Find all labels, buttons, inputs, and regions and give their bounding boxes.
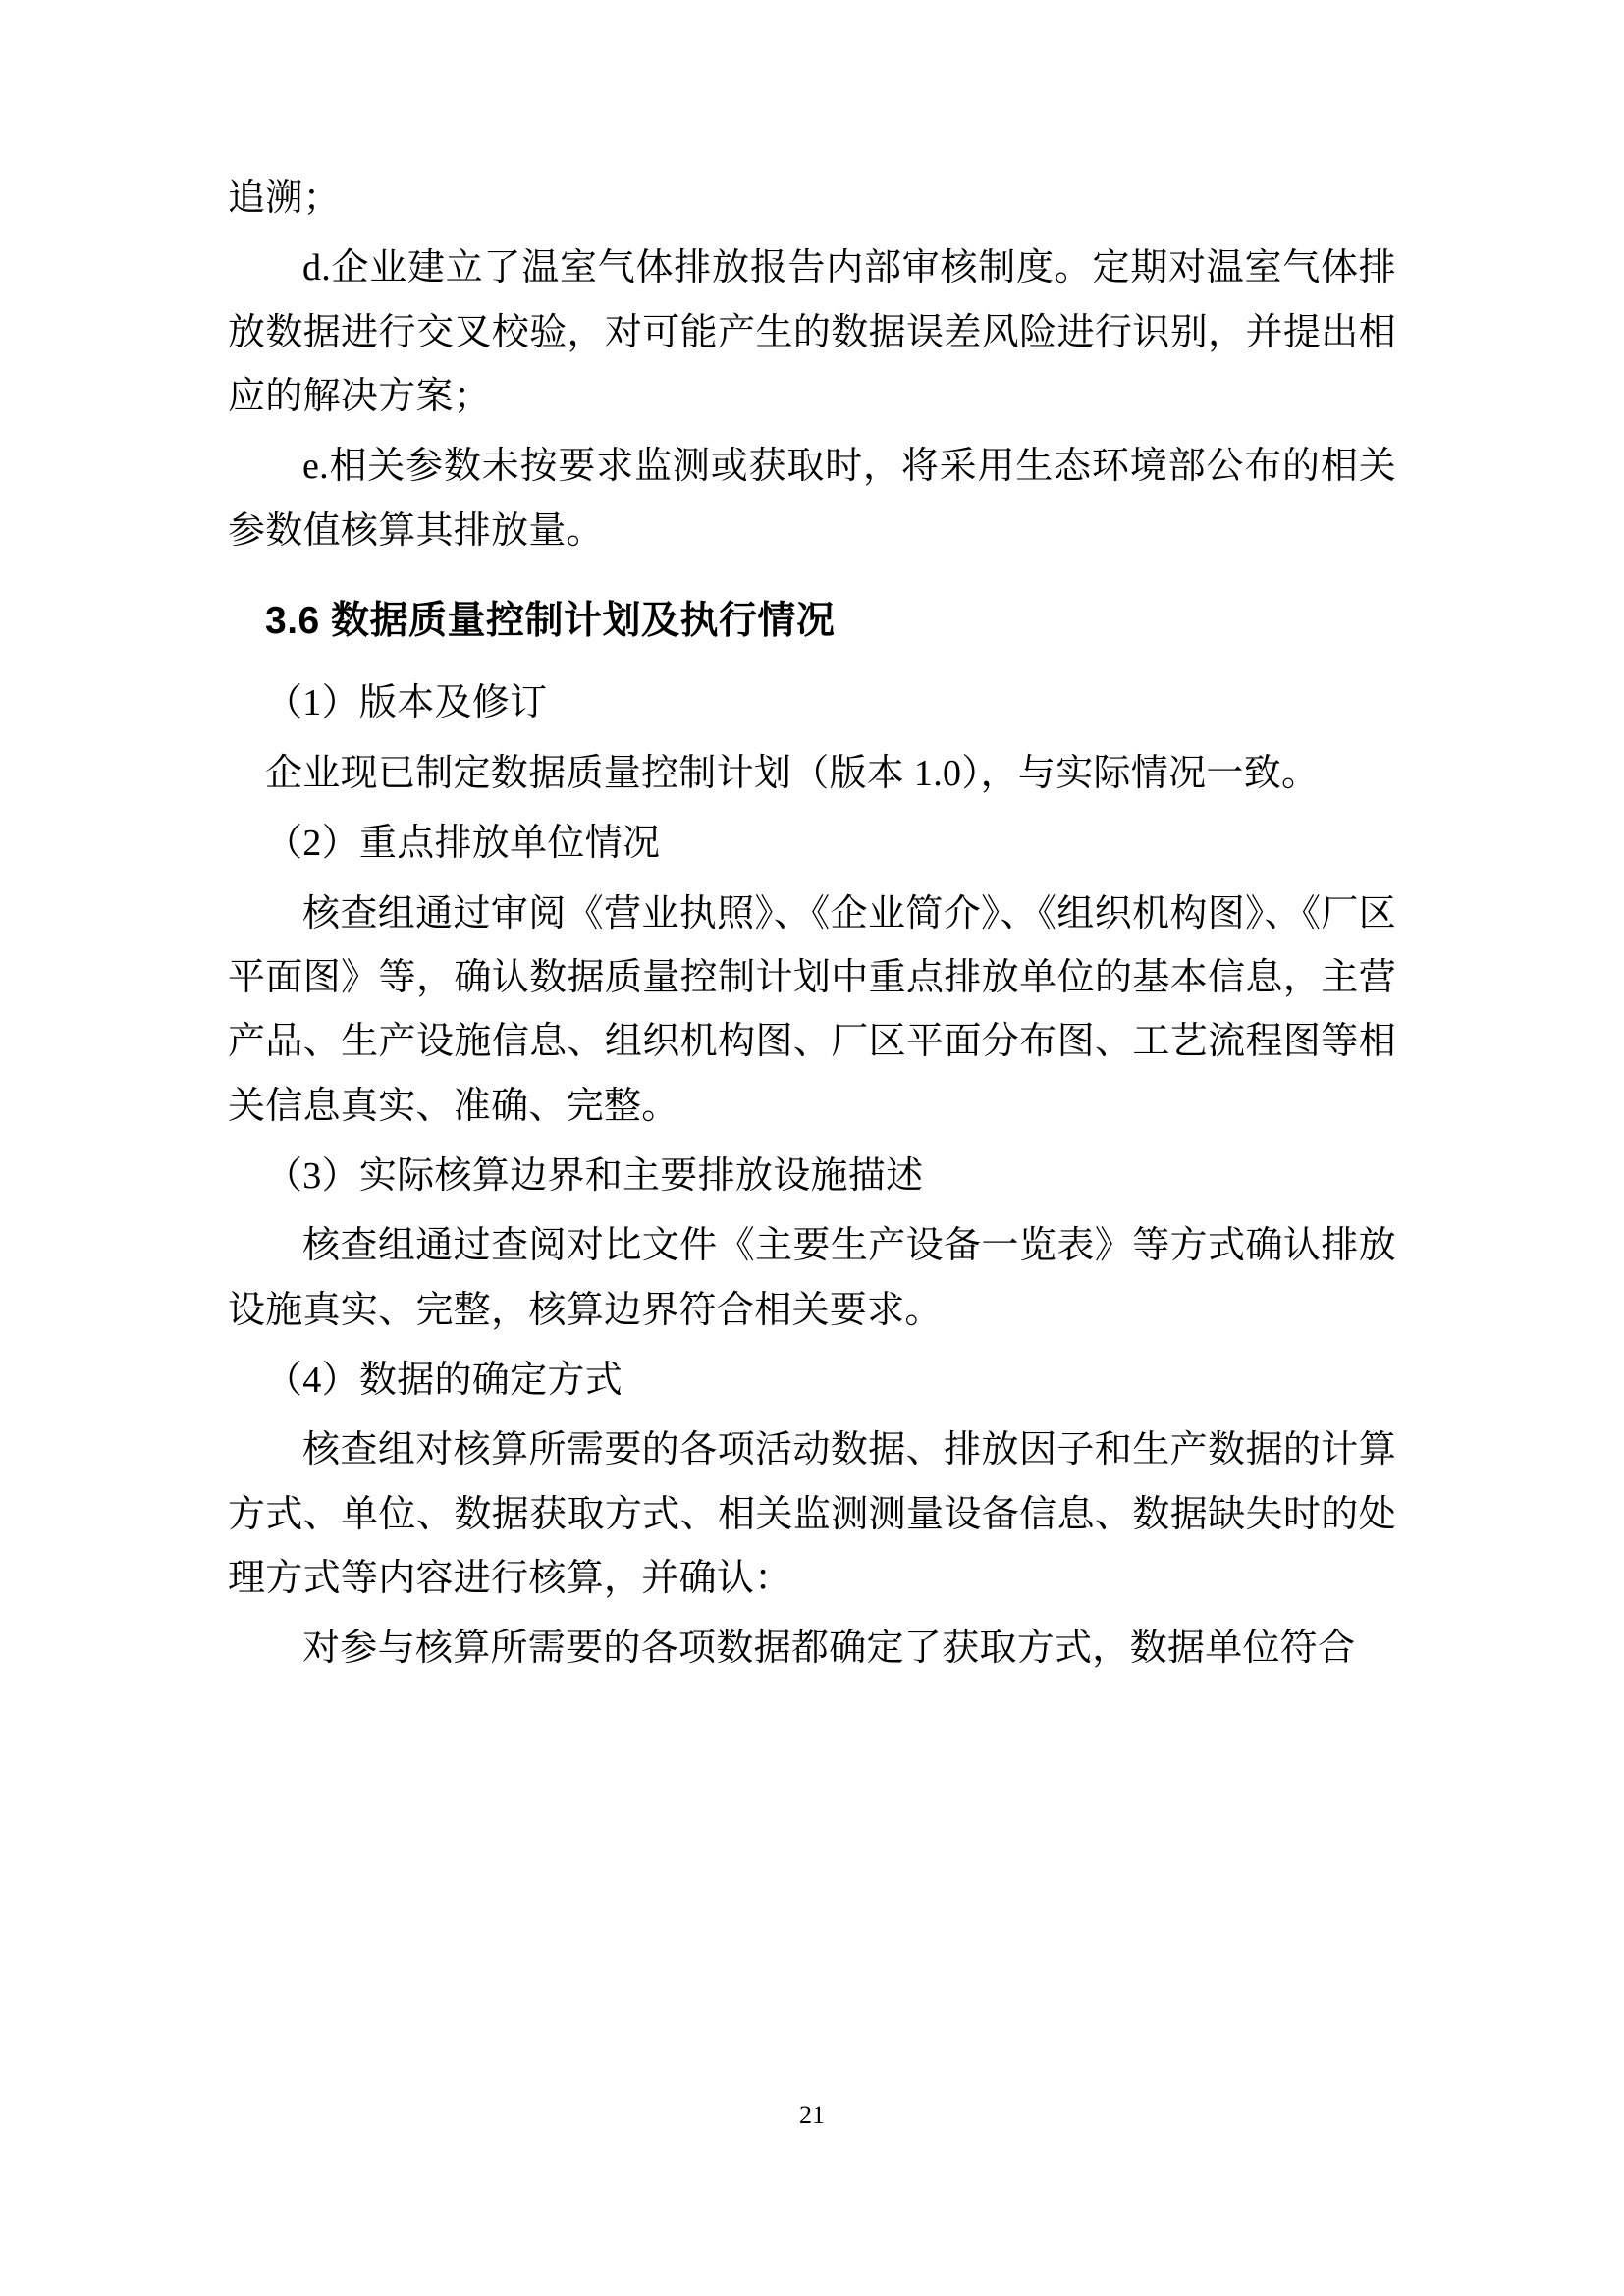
subsection-2-body: 核查组通过审阅《营业执照》、《企业简介》、《组织机构图》、《厂区平面图》等，确认数据质量控制计划中重点排放单位的基本信息，主营产品、生产设施信息、组织机构图、厂区平面分布图、工艺流程图等相关信息真实、准确、完整。: [228, 892, 1396, 1127]
paragraph-continuation: 追溯；: [228, 178, 341, 219]
subsection-2-title: （2）重点排放单位情况: [265, 823, 661, 865]
paragraph-trailing: 对参与核算所需要的各项数据都确定了获取方式，数据单位符合: [302, 1628, 1356, 1670]
paragraph-item-e: e.相关参数未按要求监测或获取时，将采用生态环境部公布的相关参数值核算其排放量。: [228, 446, 1396, 552]
subsection-3-body: 核查组通过查阅对比文件《主要生产设备一览表》等方式确认排放设施真实、完整，核算边界符合相关要求。: [228, 1225, 1396, 1331]
page-body: [228, 167, 1396, 1687]
subsection-1-body: 企业现已制定数据质量控制计划（版本 1.0），与实际情况一致。: [265, 752, 1320, 794]
subsection-4-title: （4）数据的确定方式: [265, 1360, 623, 1402]
section-heading-3-6: 3.6 数据质量控制计划及执行情况: [265, 600, 836, 643]
subsection-4-body: 核查组对核算所需要的各项活动数据、排放因子和生产数据的计算方式、单位、数据获取方式、相关监测测量设备信息、数据缺失时的处理方式等内容进行核算，并确认：: [228, 1429, 1396, 1600]
page-number: 21: [799, 2101, 825, 2129]
subsection-1-title: （1）版本及修订: [265, 682, 548, 724]
subsection-3-title: （3）实际核算边界和主要排放设施描述: [265, 1154, 924, 1197]
paragraph-item-d: d.企业建立了温室气体排放报告内部审核制度。定期对温室气体排放数据进行交叉校验，对可能产生的数据误差风险进行识别，并提出相应的解决方案；: [228, 247, 1396, 418]
